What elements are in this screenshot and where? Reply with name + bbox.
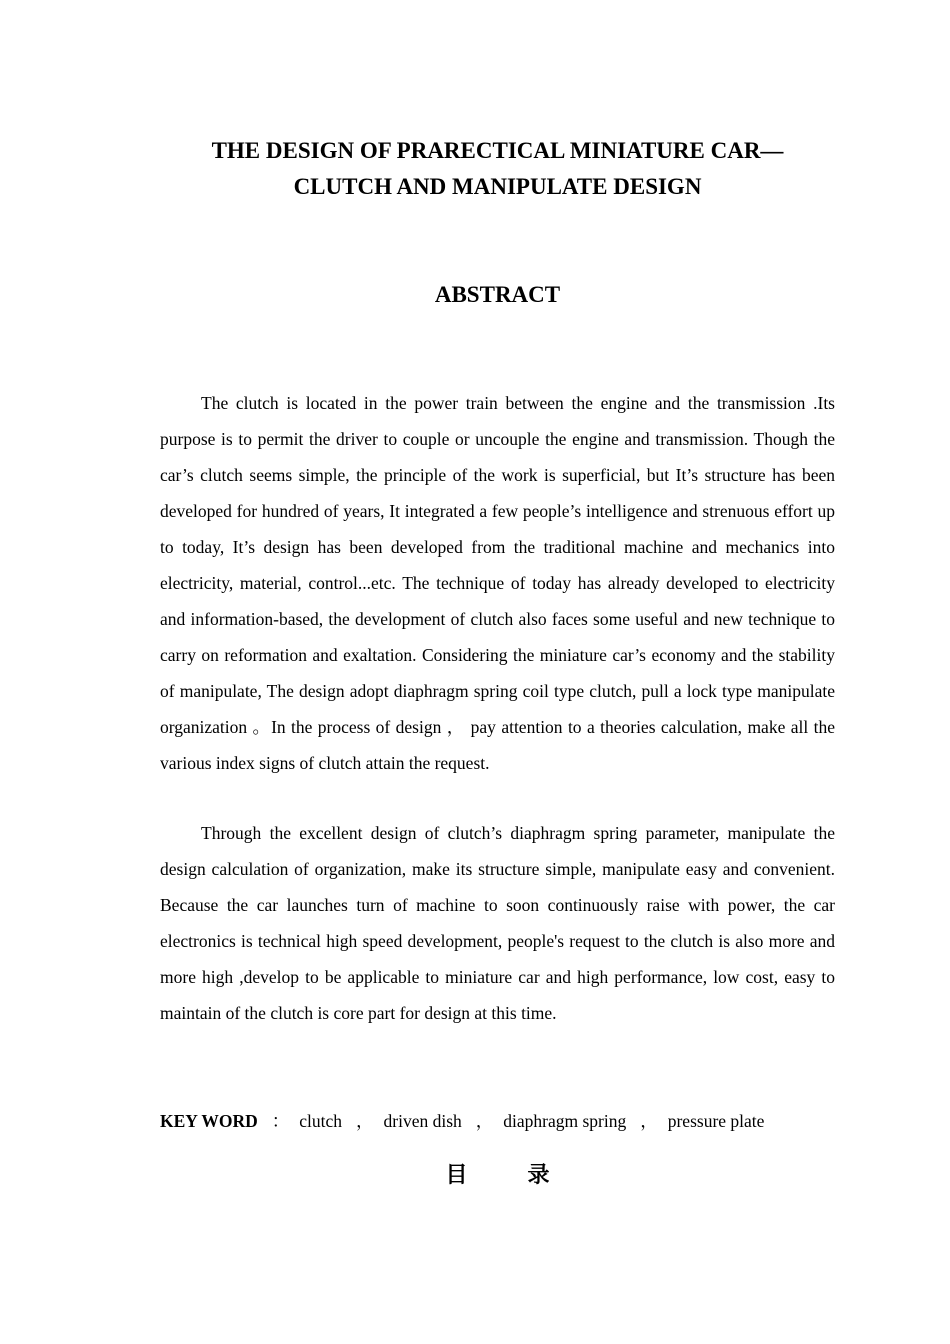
keywords-line [160, 1103, 835, 1139]
keyword-separator: ， [640, 1111, 658, 1131]
keyword-term: diaphragm spring [503, 1111, 627, 1131]
abstract-paragraph-1: The clutch is located in the power train between the engine and the transmission .Its purpose is to permit the driver to couple or uncouple the engine and transmission. Though the car’s clutch seems simple, the principle of the work is superficial, but It’s structure has been developed for hundred of years, It integrated a few people’s intelligence and strenuous effort up to today, It’s design has been developed from the traditional machine and mechanics into electricity, material, control...etc. The technique of today has already developed to electricity and information-based, the development of clutch also faces some useful and new technique to carry on reformation and exaltation. Considering the miniature car’s economy and the stability of manipulate, The design adopt diaphragm spring coil type clutch, pull a lock type manipulate organization 。In the process of design ， pay attention to a theories calculation, make all the various index signs of clutch attain the request. [160, 393, 835, 773]
keywords-label: KEY WORD [160, 1111, 258, 1131]
title-line-2: CLUTCH AND MANIPULATE DESIGN [293, 174, 702, 199]
keyword-term: driven dish [383, 1111, 462, 1131]
keyword-separator: ， [356, 1111, 374, 1131]
abstract-heading: ABSTRACT [434, 282, 561, 307]
keyword-term: clutch [299, 1111, 342, 1131]
title-line-1: THE DESIGN OF PRARECTICAL MINIATURE CAR— [211, 138, 784, 163]
keyword-term: pressure plate [667, 1111, 765, 1131]
abstract-paragraph-2: Through the excellent design of clutch’s diaphragm spring parameter, manipulate the design calculation of organization, make its structure simple, manipulate easy and convenient. Because the car launches turn of machine to soon continuously raise with power, the car electronics is technical high speed development, people's request to the clutch is also more and more high ,develop to be applicable to miniature car and high performance, low cost, easy to maintain of the clutch is core part for design at this time. [160, 823, 835, 1023]
keywords-colon: ： [271, 1111, 290, 1131]
keyword-separator: ， [475, 1111, 494, 1131]
table-of-contents-heading: 目录 [445, 1163, 610, 1188]
